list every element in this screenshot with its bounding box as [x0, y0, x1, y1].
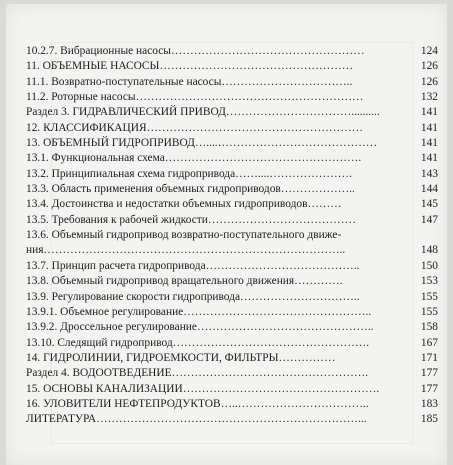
toc-entry-page: 124 [420, 45, 438, 57]
toc-entry [26, 274, 444, 289]
toc-entry-title: 12. КЛАССИФИКАЦИЯ………………………………………………… [26, 121, 364, 134]
toc-entry [26, 412, 444, 427]
toc-entry-page: 150 [420, 259, 438, 272]
toc-entry-title: 14. ГИДРОЛИНИИ, ГИДРОЕМКОСТИ, ФИЛЬТРЫ…………… [26, 351, 336, 364]
toc-entry-page: 141 [420, 137, 438, 150]
toc-entry-page: 167 [420, 336, 438, 349]
toc-entry-page: 153 [420, 275, 438, 288]
toc-entry-title: 11.2. Роторные насосы…………………………………………………… [26, 91, 364, 104]
toc-entry-title: 13. ОБЪЕМНЫЙ ГИДРОПРИВОД…....…………………………………… [26, 137, 378, 150]
toc-entry [26, 90, 444, 105]
toc-entry-title: 13.1. Функциональная схема……………………………………………. [26, 152, 362, 165]
toc-entry-title: 13.5. Требования к рабочей жидкости………………………………… [26, 213, 356, 226]
toc-entry-page: 147 [420, 213, 438, 226]
toc-entry [26, 259, 444, 274]
toc-entry [26, 105, 444, 120]
toc-entry-page: 177 [420, 367, 438, 380]
book-page [6, 4, 447, 465]
toc-entry-title: 13.6. Объемный гидропривод возвратно-поступательного движе- [26, 229, 342, 242]
toc-entry-page: 171 [420, 351, 438, 364]
toc-entry-page: 144 [420, 183, 438, 196]
toc-entry [26, 382, 444, 397]
toc-entry-title: 13.4. Достоинства и недостатки объемных гидроприводов……… [26, 198, 342, 211]
toc-entry [26, 59, 444, 74]
toc-entry-page: 155 [420, 290, 438, 303]
toc-entry-title: 16. УЛОВИТЕЛИ НЕФТЕПРОДУКТОВ…..…………………………….. [26, 397, 369, 410]
toc-entry-page: 148 [420, 244, 438, 257]
toc-entry-page: 126 [420, 60, 438, 73]
toc-entry-title: 13.9.2. Дроссельное регулирование……………………………………….. [26, 321, 374, 334]
toc-entry [26, 213, 444, 228]
toc-entry-title: 11.1. Возвратно-поступательные насосы…………………………….. [26, 75, 353, 88]
toc-entry-page: 183 [420, 397, 438, 410]
toc-entry-page: 185 [420, 413, 438, 426]
toc-entry [26, 121, 444, 136]
toc-entry-page: 132 [420, 91, 438, 104]
toc-entry [26, 151, 444, 166]
toc-entry-title: ЛИТЕРАТУРА……………………………………………………………... [26, 413, 367, 426]
toc-entry-continuation [26, 243, 444, 258]
toc-entry-title: 11. ОБЪЕМНЫЕ НАСОСЫ…………………………………………… [26, 60, 354, 73]
toc-entry-page: 141 [420, 121, 438, 134]
toc-entry-page: 126 [420, 75, 438, 88]
toc-entry-title: Раздел 4. ВОДООТВЕДЕНИЕ……………………………………………. [26, 367, 369, 380]
toc-entry-title: 13.9.1. Объемное регулирование………………………………………….. [26, 305, 372, 318]
toc-entry-page: 158 [420, 321, 438, 334]
toc-entry-title: 13.9. Регулирование скорости гидропривода………………………….. [26, 290, 360, 303]
toc-entry [26, 290, 444, 305]
toc-entry [26, 44, 444, 59]
toc-entry [26, 182, 444, 197]
toc-entry-title: ния…………………………………………………………………….. [26, 244, 346, 257]
toc-entry-page: 141 [420, 106, 438, 119]
toc-entry-page: 141 [420, 152, 438, 165]
toc-entry-title: 15. ОСНОВЫ КАНАЛИЗАЦИИ……………………………………………. [26, 382, 380, 395]
toc-entry-page: 143 [420, 167, 438, 180]
toc-entry-title: 13.7. Принцип расчета гидропривода………………………………….. [26, 259, 360, 272]
toc-entry [26, 351, 444, 366]
toc-entry-page: 155 [420, 305, 438, 318]
toc-entry-title: Раздел 3. ГИДРАВЛИЧЕСКИЙ ПРИВОД…………………………….......... [26, 106, 380, 119]
table-of-contents [26, 44, 444, 428]
toc-entry [26, 336, 444, 351]
toc-entry-title: 13.3. Область применения объемных гидроприводов……………….. [26, 183, 355, 196]
toc-entry-title: 10.2.7. Вибрационные насосы…………………………………………… [26, 45, 365, 57]
toc-entry [26, 75, 444, 90]
toc-entry [26, 366, 444, 381]
toc-entry-page: 145 [420, 198, 438, 211]
toc-entry [26, 197, 444, 212]
toc-entry-page: 177 [420, 382, 438, 395]
toc-entry-title: 13.2. Принципиальная схема гидропривода……....…………………. [26, 167, 352, 180]
toc-entry-title: 13.10. Следящий гидропривод……………………………………………. [26, 336, 370, 349]
toc-entry [26, 397, 444, 412]
toc-entry [26, 136, 444, 151]
toc-entry [26, 305, 444, 320]
toc-entry [26, 320, 444, 335]
toc-entry [26, 167, 444, 182]
toc-entry-title: 13.8. Объемный гидропривод вращательного движения…………. [26, 275, 343, 288]
toc-entry [26, 228, 444, 243]
